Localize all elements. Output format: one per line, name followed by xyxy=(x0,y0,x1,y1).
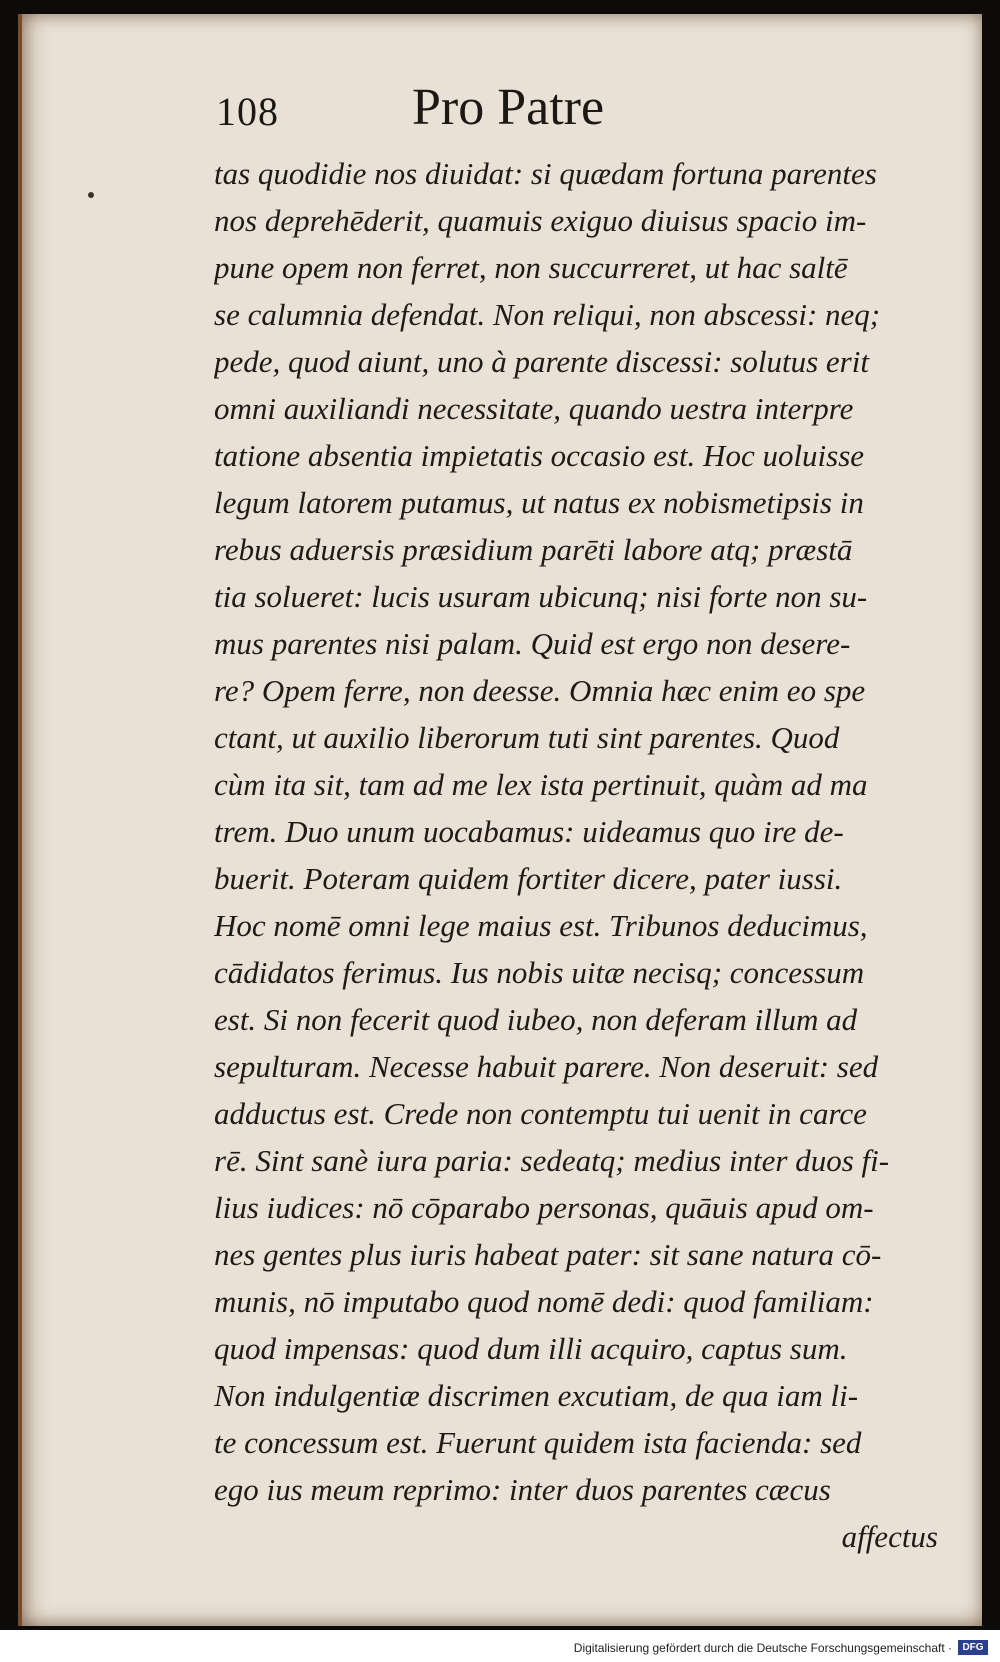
text-line: tia solueret: lucis usuram ubicunq; nisi forte non su- xyxy=(214,579,868,614)
text-line: est. Si non fecerit quod iubeo, non deferam illum ad xyxy=(214,1002,858,1037)
text-line: pune opem non ferret, non succurreret, ut hac saltē xyxy=(214,250,848,285)
dfg-logo-icon: DFG xyxy=(958,1640,988,1655)
text-line: cùm ita sit, tam ad me lex ista pertinuit, quàm ad ma xyxy=(214,767,868,802)
text-line: trem. Duo unum uocabamus: uideamus quo ire de- xyxy=(214,814,844,849)
text-line: nos deprehēderit, quamuis exiguo diuisus spacio im- xyxy=(214,203,867,238)
text-line: lius iudices: nō cōparabo personas, quāuis apud om- xyxy=(214,1190,874,1225)
text-line: mus parentes nisi palam. Quid est ergo non desere- xyxy=(214,626,851,661)
text-line: cādidatos ferimus. Ius nobis uitæ necisq; concessum xyxy=(214,955,865,990)
text-line: legum latorem putamus, ut natus ex nobismetipsis in xyxy=(214,485,864,520)
text-line: re? Opem ferre, non deesse. Omnia hæc enim eo spe xyxy=(214,673,866,708)
text-line: munis, nō imputabo quod nomē dedi: quod familiam: xyxy=(214,1284,874,1319)
text-line: Hoc nomē omni lege maius est. Tribunos deducimus, xyxy=(214,908,868,943)
footer-credit: Digitalisierung gefördert durch die Deutsche Forschungsgemeinschaft · xyxy=(573,1641,952,1655)
text-line: ctant, ut auxilio liberorum tuti sint parentes. Quod xyxy=(214,720,840,755)
catchword: affectus xyxy=(841,1519,938,1554)
text-line: se calumnia defendat. Non reliqui, non abscessi: neq; xyxy=(214,297,881,332)
text-line: rebus aduersis præsidium parēti labore atq; præstā xyxy=(214,532,853,567)
text-line: tas quodidie nos diuidat: si quædam fortuna parentes xyxy=(214,156,877,191)
text-line: te concessum est. Fuerunt quidem ista facienda: sed xyxy=(214,1425,862,1460)
text-line: pede, quod aiunt, uno à parente discessi: solutus erit xyxy=(214,344,869,379)
margin-ink-dot xyxy=(88,192,94,198)
running-head: Pro Patre xyxy=(412,79,605,136)
text-line: omni auxiliandi necessitate, quando uestra interpre xyxy=(214,391,854,426)
text-line: quod impensas: quod dum illi acquiro, captus sum. xyxy=(214,1331,848,1366)
page-number: 108 xyxy=(216,89,279,134)
text-line: buerit. Poteram quidem fortiter dicere, pater iussi. xyxy=(214,861,843,896)
text-line: rē. Sint sanè iura paria: sedeatq; medius inter duos fi- xyxy=(214,1143,890,1178)
text-line: ego ius meum reprimo: inter duos parentes cæcus xyxy=(214,1472,831,1507)
text-line: adductus est. Crede non contemptu tui uenit in carce xyxy=(214,1096,867,1131)
text-line: Non indulgentiæ discrimen excutiam, de qua iam li- xyxy=(214,1378,859,1413)
text-line: sepulturam. Necesse habuit parere. Non deseruit: sed xyxy=(214,1049,879,1084)
text-line: tatione absentia impietatis occasio est. Hoc uoluisse xyxy=(214,438,865,473)
text-line: nes gentes plus iuris habeat pater: sit sane natura cō- xyxy=(214,1237,882,1272)
body-text xyxy=(214,150,942,1560)
